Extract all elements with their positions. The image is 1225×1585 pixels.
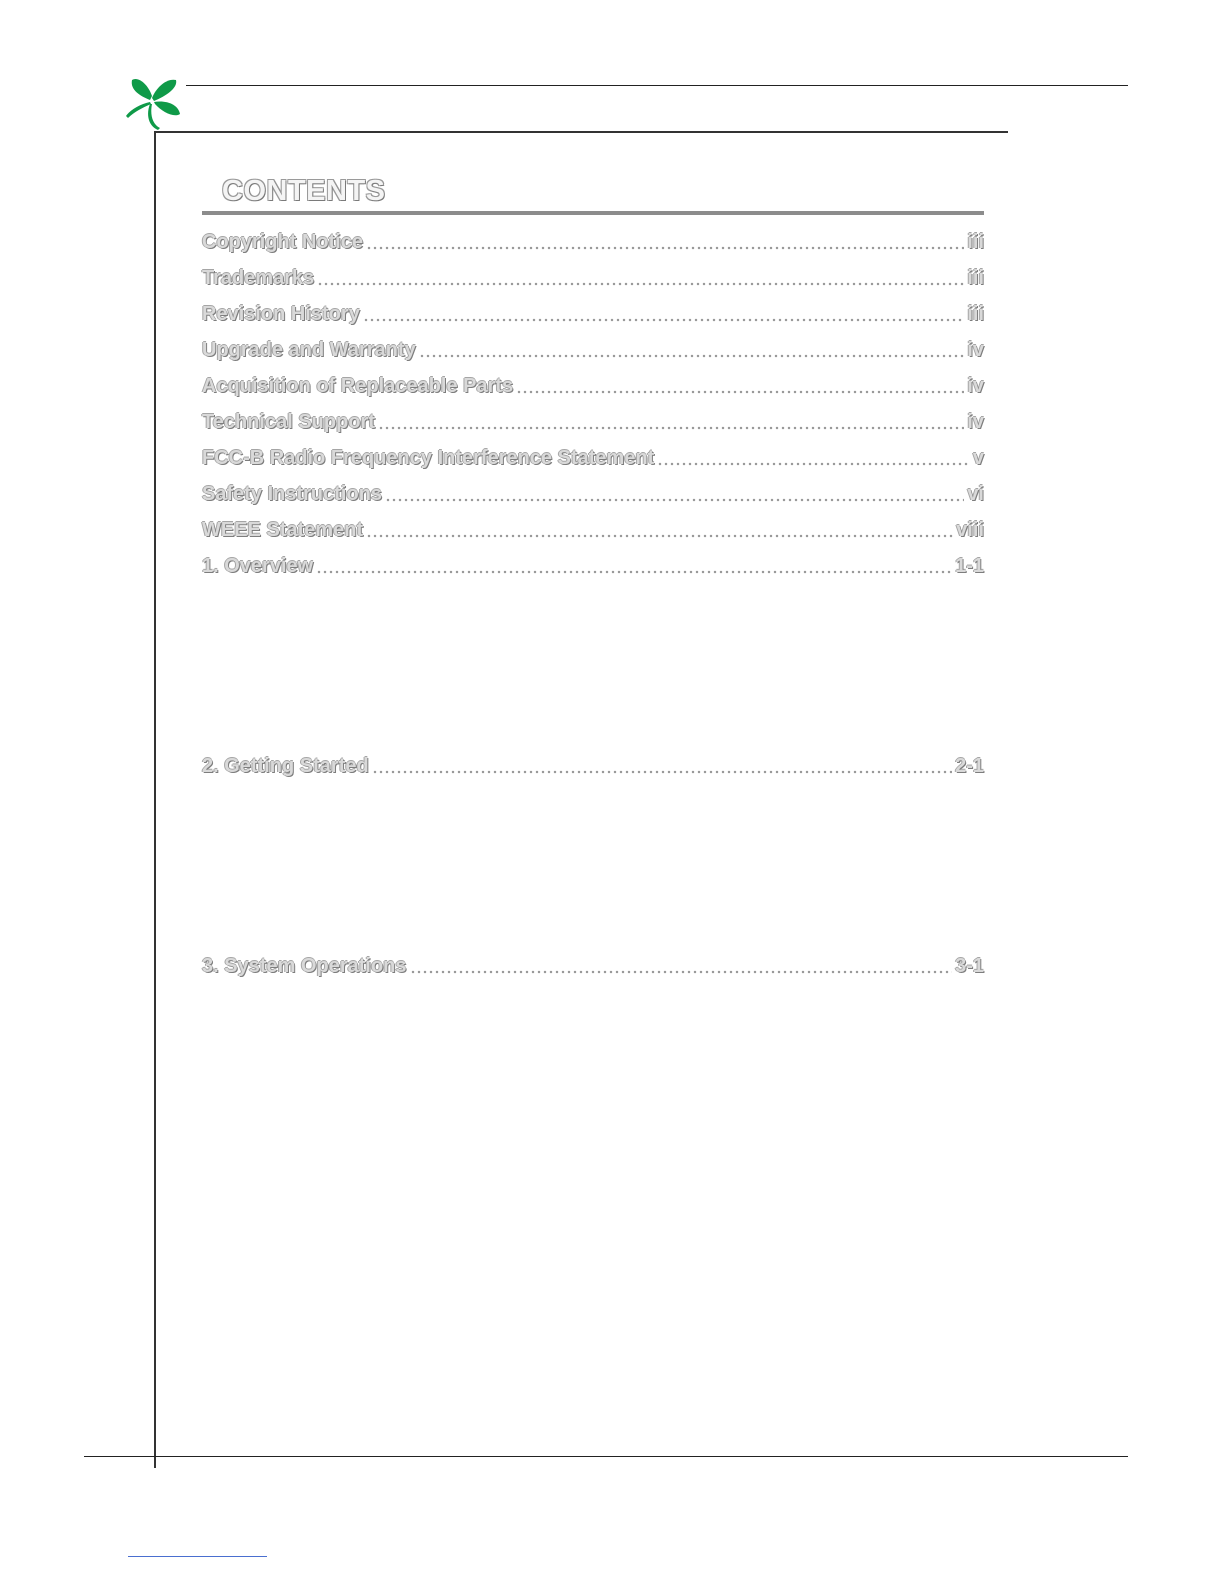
toc-entry-page: viii — [956, 519, 984, 541]
toc-entry-page: v — [972, 447, 984, 469]
toc-entry[interactable] — [202, 952, 984, 978]
toc-dot-leader — [410, 970, 953, 974]
toc-dot-leader — [378, 426, 964, 430]
toc-entry[interactable] — [202, 752, 984, 778]
toc-entry-page: iv — [967, 375, 984, 397]
toc-entry[interactable] — [202, 480, 984, 506]
toc-dot-leader — [385, 498, 964, 502]
toc-entry[interactable] — [202, 552, 984, 578]
toc-dot-leader — [316, 570, 952, 574]
toc-entry-label: Upgrade and Warranty — [202, 339, 416, 361]
toc-entry-label: Revision History — [202, 303, 360, 325]
toc-dot-leader — [366, 534, 953, 538]
footer-link-underline — [128, 1556, 267, 1557]
toc-entry[interactable] — [202, 372, 984, 398]
toc-entry-label: Safety Instructions — [202, 483, 383, 505]
msi-clover-logo-icon — [122, 74, 192, 132]
toc-entry-page: 1-1 — [955, 555, 984, 577]
toc-entry-label: Trademarks — [202, 267, 315, 289]
toc-entry[interactable] — [202, 264, 984, 290]
toc-entry-label: 1. Overview — [202, 555, 314, 577]
toc-entry[interactable] — [202, 228, 984, 254]
toc-dot-leader — [372, 770, 952, 774]
title-underline — [202, 211, 984, 215]
toc-entry-page: iii — [967, 267, 984, 289]
content-frame-left-rule — [154, 131, 156, 1468]
toc-dot-leader — [366, 246, 964, 250]
content-frame-top-rule — [155, 131, 1008, 133]
toc-entry-label: WEEE Statement — [202, 519, 364, 541]
toc-entry[interactable] — [202, 444, 984, 470]
toc-dot-leader — [363, 318, 965, 322]
toc-entry-page: iv — [967, 411, 984, 433]
toc-entry[interactable] — [202, 408, 984, 434]
page-title: CONTENTS — [222, 175, 386, 207]
toc-entry-page: vi — [967, 483, 984, 505]
footer-rule — [84, 1456, 1128, 1457]
toc-dot-leader — [516, 390, 964, 394]
toc-dot-leader — [419, 354, 965, 358]
toc-entry-label: Copyright Notice — [202, 231, 364, 253]
toc-entry-page: iii — [967, 231, 984, 253]
toc-entry-page: 3-1 — [955, 955, 984, 977]
toc-dot-leader — [657, 462, 970, 466]
toc-entry[interactable] — [202, 516, 984, 542]
toc-entry-page: iv — [967, 339, 984, 361]
toc-entry-label: Acquisition of Replaceable Parts — [202, 375, 514, 397]
toc-dot-leader — [317, 282, 964, 286]
toc-entry-label: Technical Support — [202, 411, 375, 433]
toc-entry-label: 3. System Operations — [202, 955, 407, 977]
toc-entry[interactable] — [202, 300, 984, 326]
toc-entry-page: iii — [967, 303, 984, 325]
toc-entry-label: FCC-B Radio Frequency Interference Statement — [202, 447, 655, 469]
toc-entry-label: 2. Getting Started — [202, 755, 369, 777]
toc-entry-page: 2-1 — [955, 755, 984, 777]
toc-entry[interactable] — [202, 336, 984, 362]
header-rule — [186, 85, 1128, 86]
